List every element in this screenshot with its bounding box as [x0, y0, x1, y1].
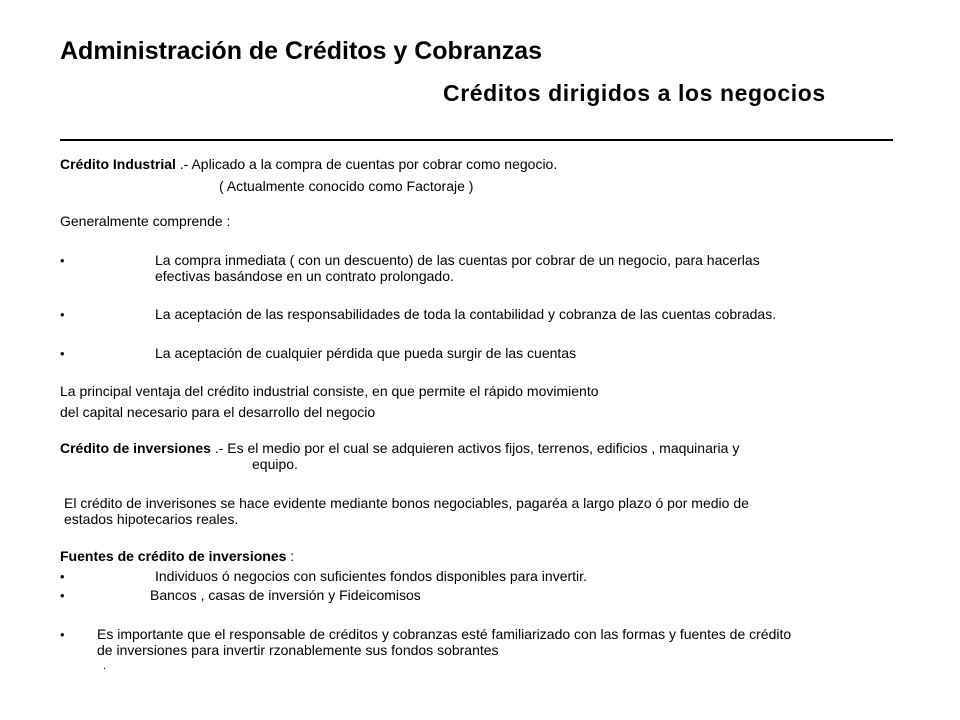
bullet-icon: • [60, 627, 65, 642]
fuentes-item-1: Individuos ó negocios con suficientes fondos disponibles para invertir. [155, 568, 587, 584]
importante-line2: de inversiones para invertir rzonablemente sus fondos sobrantes [97, 642, 499, 658]
bullet-icon: • [60, 307, 65, 322]
inversiones-description: Es el medio por el cual se adquieren activos fijos, terrenos, edificios , maquinaria y [227, 440, 740, 456]
bullet-icon: • [60, 346, 65, 361]
title-divider [60, 139, 893, 141]
comprende-intro: Generalmente comprende : [60, 213, 231, 229]
fuentes-item-2: Bancos , casas de inversión y Fideicomisos [150, 587, 421, 603]
evidente-line1: El crédito de inverisones se hace evidente mediante bonos negociables, pagaréa a largo plazo ó por medio de [64, 495, 749, 511]
bullet-icon: • [60, 569, 65, 584]
ventaja-line2: del capital necesario para el desarrollo del negocio [60, 404, 376, 420]
trailing-dot: . [103, 660, 107, 672]
comprende-item-3: La aceptación de cualquier pérdida que pueda surgir de las cuentas [155, 345, 577, 361]
industrial-definition [60, 156, 557, 172]
industrial-note: ( Actualmente conocido como Factoraje ) [219, 178, 474, 194]
industrial-separator: .- [175, 156, 192, 172]
importante-line1: Es importante que el responsable de créditos y cobranzas esté familiarizado con las formas y fuentes de crédito [97, 626, 792, 642]
comprende-item-2: La aceptación de las responsabilidades de toda la contabilidad y cobranza de las cuentas cobradas. [155, 306, 777, 322]
evidente-line2: estados hipotecarios reales. [64, 511, 239, 527]
industrial-description: Aplicado a la compra de cuentas por cobrar como negocio. [191, 156, 558, 172]
bullet-icon: • [60, 253, 65, 268]
page-subtitle: Créditos dirigidos a los negocios [443, 80, 826, 106]
inversiones-definition [60, 440, 739, 456]
ventaja-line1: La principal ventaja del crédito industrial consiste, en que permite el rápido movimiento [60, 383, 599, 399]
bullet-icon: • [60, 588, 65, 603]
fuentes-heading-row [60, 548, 294, 564]
fuentes-heading: Fuentes de crédito de inversiones [60, 548, 287, 564]
page-title: Administración de Créditos y Cobranzas [60, 37, 543, 65]
industrial-term: Crédito Industrial [60, 156, 176, 172]
inversiones-line2: equipo. [252, 456, 298, 472]
fuentes-colon: : [286, 548, 295, 564]
inversiones-separator: .- [210, 440, 228, 456]
comprende-item-1-line1: La compra inmediata ( con un descuento) de las cuentas por cobrar de un negocio, para hacerlas [155, 252, 760, 268]
comprende-item-1-line2: efectivas basándose en un contrato prolongado. [155, 268, 454, 284]
inversiones-term: Crédito de inversiones [60, 440, 211, 456]
